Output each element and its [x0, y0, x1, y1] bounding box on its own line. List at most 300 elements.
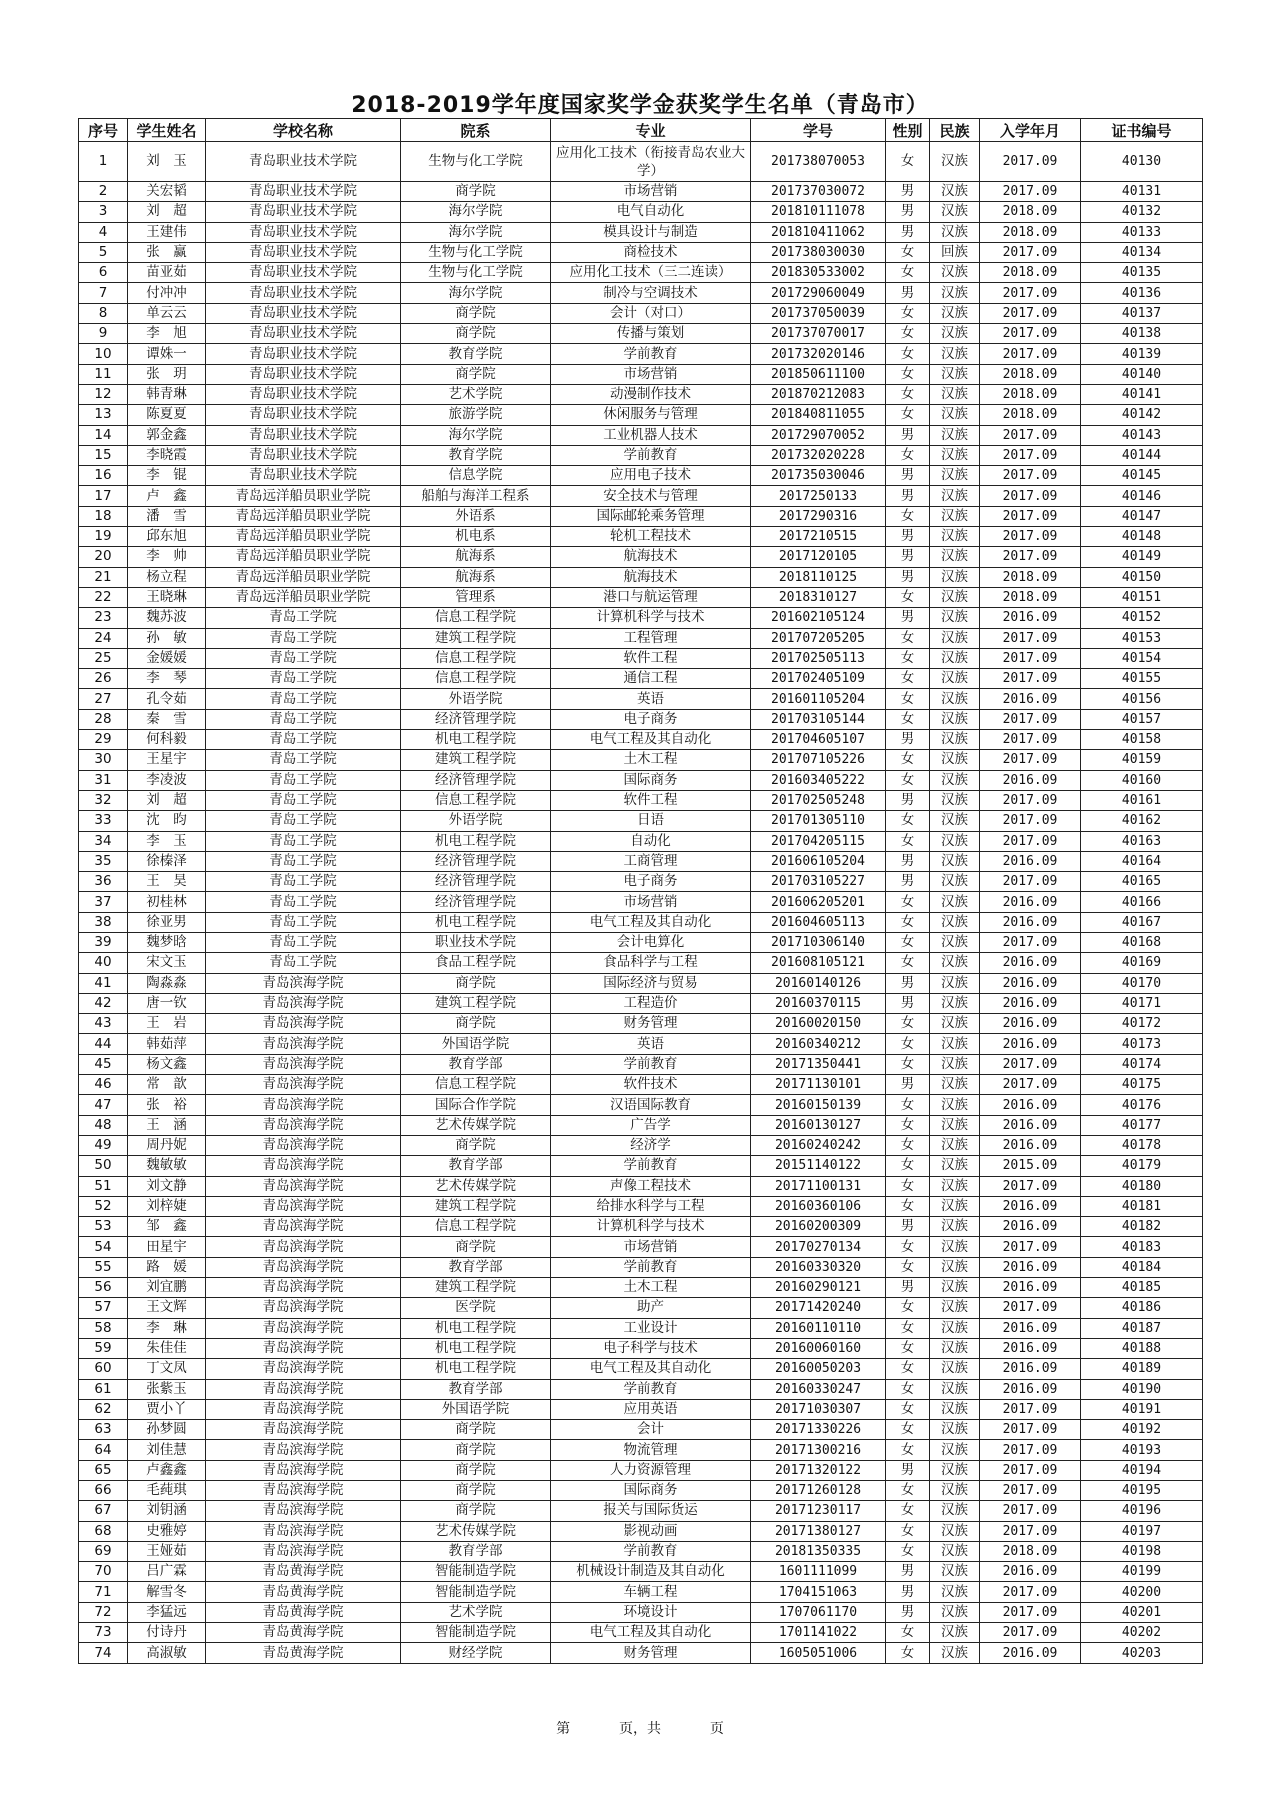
cell-department: 海尔学院: [401, 283, 551, 303]
cell-ethnicity: 汉族: [930, 790, 980, 810]
cell-enrollment: 2017.09: [980, 527, 1081, 547]
cell-student-name: 李凌波: [128, 770, 206, 790]
cell-student-name: 李 帅: [128, 547, 206, 567]
cell-enrollment: 2017.09: [980, 303, 1081, 323]
cell-school: 青岛黄海学院: [206, 1582, 401, 1602]
cell-major: 软件工程: [551, 790, 751, 810]
cell-certificate-no: 40196: [1081, 1501, 1203, 1521]
cell-gender: 男: [886, 182, 930, 202]
cell-ethnicity: 汉族: [930, 1643, 980, 1663]
cell-certificate-no: 40160: [1081, 770, 1203, 790]
cell-student-id: 201702505113: [751, 648, 886, 668]
cell-certificate-no: 40148: [1081, 527, 1203, 547]
cell-seq: 7: [79, 283, 128, 303]
cell-certificate-no: 40181: [1081, 1196, 1203, 1216]
cell-school: 青岛滨海学院: [206, 1176, 401, 1196]
cell-enrollment: 2017.09: [980, 486, 1081, 506]
cell-certificate-no: 40189: [1081, 1359, 1203, 1379]
table-row: [79, 709, 1203, 729]
cell-enrollment: 2016.09: [980, 1095, 1081, 1115]
cell-ethnicity: 汉族: [930, 1338, 980, 1358]
cell-student-id: 2018110125: [751, 567, 886, 587]
cell-gender: 女: [886, 648, 930, 668]
cell-department: 建筑工程学院: [401, 993, 551, 1013]
cell-student-name: 高淑敏: [128, 1643, 206, 1663]
cell-ethnicity: 汉族: [930, 1257, 980, 1277]
cell-certificate-no: 40144: [1081, 445, 1203, 465]
cell-seq: 23: [79, 608, 128, 628]
cell-ethnicity: 汉族: [930, 547, 980, 567]
cell-seq: 59: [79, 1338, 128, 1358]
cell-major: 人力资源管理: [551, 1460, 751, 1480]
cell-ethnicity: 汉族: [930, 709, 980, 729]
cell-major: 学前教育: [551, 1541, 751, 1561]
cell-student-id: 201608105121: [751, 953, 886, 973]
cell-enrollment: 2016.09: [980, 1278, 1081, 1298]
cell-enrollment: 2016.09: [980, 1359, 1081, 1379]
cell-ethnicity: 汉族: [930, 1054, 980, 1074]
cell-major: 计算机科学与技术: [551, 608, 751, 628]
cell-student-name: 解雪冬: [128, 1582, 206, 1602]
footer-page-mid: 页，共: [619, 1721, 661, 1737]
cell-student-name: 秦 雪: [128, 709, 206, 729]
cell-gender: 男: [886, 486, 930, 506]
cell-school: 青岛职业技术学院: [206, 142, 401, 182]
table-row: [79, 1481, 1203, 1501]
cell-gender: 男: [886, 283, 930, 303]
cell-student-name: 宋文玉: [128, 953, 206, 973]
cell-department: 海尔学院: [401, 202, 551, 222]
cell-certificate-no: 40163: [1081, 831, 1203, 851]
cell-department: 建筑工程学院: [401, 1278, 551, 1298]
table-row: [79, 1582, 1203, 1602]
table-row: [79, 993, 1203, 1013]
table-row: [79, 1643, 1203, 1663]
cell-student-id: 201729070052: [751, 425, 886, 445]
cell-school: 青岛工学院: [206, 770, 401, 790]
cell-school: 青岛滨海学院: [206, 973, 401, 993]
header-seq: 序号: [79, 119, 128, 142]
cell-enrollment: 2017.09: [980, 628, 1081, 648]
cell-major: 学前教育: [551, 1156, 751, 1176]
table-row: [79, 222, 1203, 242]
table-row: [79, 1318, 1203, 1338]
cell-certificate-no: 40184: [1081, 1257, 1203, 1277]
table-row: [79, 608, 1203, 628]
table-row: [79, 364, 1203, 384]
cell-seq: 63: [79, 1420, 128, 1440]
cell-enrollment: 2018.09: [980, 1541, 1081, 1561]
cell-major: 汉语国际教育: [551, 1095, 751, 1115]
cell-student-id: 201737030072: [751, 182, 886, 202]
header-certificate-no: 证书编号: [1081, 119, 1203, 142]
cell-student-id: 20171030307: [751, 1399, 886, 1419]
table-row: [79, 1075, 1203, 1095]
page-footer: [0, 1718, 1280, 1738]
cell-enrollment: 2018.09: [980, 405, 1081, 425]
cell-certificate-no: 40157: [1081, 709, 1203, 729]
cell-seq: 72: [79, 1602, 128, 1622]
cell-ethnicity: 汉族: [930, 1440, 980, 1460]
cell-school: 青岛滨海学院: [206, 1034, 401, 1054]
table-row: [79, 912, 1203, 932]
cell-enrollment: 2017.09: [980, 324, 1081, 344]
cell-student-id: 20171300216: [751, 1440, 886, 1460]
cell-enrollment: 2017.09: [980, 142, 1081, 182]
cell-seq: 24: [79, 628, 128, 648]
cell-gender: 女: [886, 1420, 930, 1440]
cell-seq: 66: [79, 1481, 128, 1501]
cell-department: 建筑工程学院: [401, 750, 551, 770]
cell-seq: 9: [79, 324, 128, 344]
cell-enrollment: 2016.09: [980, 912, 1081, 932]
cell-certificate-no: 40177: [1081, 1115, 1203, 1135]
cell-enrollment: 2016.09: [980, 608, 1081, 628]
cell-certificate-no: 40155: [1081, 669, 1203, 689]
cell-school: 青岛滨海学院: [206, 1054, 401, 1074]
cell-seq: 50: [79, 1156, 128, 1176]
cell-certificate-no: 40132: [1081, 202, 1203, 222]
cell-student-id: 20160020150: [751, 1014, 886, 1034]
cell-student-id: 20160340212: [751, 1034, 886, 1054]
cell-student-name: 刘梓婕: [128, 1196, 206, 1216]
cell-certificate-no: 40150: [1081, 567, 1203, 587]
cell-student-id: 20171350441: [751, 1054, 886, 1074]
table-row: [79, 1156, 1203, 1176]
cell-gender: 女: [886, 1379, 930, 1399]
cell-seq: 25: [79, 648, 128, 668]
cell-seq: 27: [79, 689, 128, 709]
cell-student-name: 王娅茹: [128, 1541, 206, 1561]
cell-department: 职业技术学院: [401, 932, 551, 952]
cell-student-name: 卢 鑫: [128, 486, 206, 506]
cell-ethnicity: 汉族: [930, 1541, 980, 1561]
cell-department: 船舶与海洋工程系: [401, 486, 551, 506]
cell-enrollment: 2017.09: [980, 1582, 1081, 1602]
cell-gender: 女: [886, 669, 930, 689]
cell-student-id: 20160330247: [751, 1379, 886, 1399]
cell-ethnicity: 汉族: [930, 1602, 980, 1622]
cell-student-name: 王建伟: [128, 222, 206, 242]
cell-student-id: 201732020146: [751, 344, 886, 364]
table-row: [79, 1298, 1203, 1318]
cell-school: 青岛远洋船员职业学院: [206, 547, 401, 567]
cell-enrollment: 2017.09: [980, 1521, 1081, 1541]
cell-seq: 58: [79, 1318, 128, 1338]
cell-seq: 3: [79, 202, 128, 222]
cell-student-name: 路 媛: [128, 1257, 206, 1277]
cell-certificate-no: 40151: [1081, 587, 1203, 607]
cell-ethnicity: 汉族: [930, 892, 980, 912]
cell-student-id: 20171330226: [751, 1420, 886, 1440]
cell-certificate-no: 40149: [1081, 547, 1203, 567]
cell-student-name: 韩茹萍: [128, 1034, 206, 1054]
cell-department: 机电系: [401, 527, 551, 547]
cell-student-id: 20160110110: [751, 1318, 886, 1338]
cell-seq: 46: [79, 1075, 128, 1095]
cell-certificate-no: 40135: [1081, 263, 1203, 283]
cell-school: 青岛职业技术学院: [206, 445, 401, 465]
cell-enrollment: 2016.09: [980, 1115, 1081, 1135]
cell-gender: 女: [886, 1359, 930, 1379]
cell-ethnicity: 汉族: [930, 303, 980, 323]
cell-student-id: 20160060160: [751, 1338, 886, 1358]
cell-seq: 34: [79, 831, 128, 851]
table-row: [79, 1095, 1203, 1115]
table-row: [79, 1420, 1203, 1440]
cell-student-name: 李 琴: [128, 669, 206, 689]
cell-major: 电气工程及其自动化: [551, 912, 751, 932]
cell-gender: 女: [886, 689, 930, 709]
cell-student-id: 201735030046: [751, 466, 886, 486]
cell-student-id: 201870212083: [751, 384, 886, 404]
cell-student-name: 王 岩: [128, 1014, 206, 1034]
cell-school: 青岛滨海学院: [206, 1115, 401, 1135]
cell-student-name: 韩青琳: [128, 384, 206, 404]
cell-major: 英语: [551, 689, 751, 709]
cell-student-name: 杨文鑫: [128, 1054, 206, 1074]
cell-student-name: 王 涵: [128, 1115, 206, 1135]
cell-certificate-no: 40173: [1081, 1034, 1203, 1054]
cell-seq: 69: [79, 1541, 128, 1561]
cell-certificate-no: 40178: [1081, 1135, 1203, 1155]
cell-student-id: 20171260128: [751, 1481, 886, 1501]
cell-department: 外语学院: [401, 689, 551, 709]
cell-student-name: 贾小丫: [128, 1399, 206, 1419]
cell-enrollment: 2016.09: [980, 851, 1081, 871]
cell-department: 商学院: [401, 1481, 551, 1501]
table-row: [79, 648, 1203, 668]
cell-student-id: 201710306140: [751, 932, 886, 952]
cell-school: 青岛职业技术学院: [206, 222, 401, 242]
header-school: 学校名称: [206, 119, 401, 142]
cell-major: 物流管理: [551, 1440, 751, 1460]
cell-seq: 4: [79, 222, 128, 242]
header-student-name: 学生姓名: [128, 119, 206, 142]
cell-department: 信息工程学院: [401, 608, 551, 628]
cell-enrollment: 2017.09: [980, 790, 1081, 810]
cell-certificate-no: 40159: [1081, 750, 1203, 770]
cell-student-id: 201850611100: [751, 364, 886, 384]
cell-gender: 男: [886, 527, 930, 547]
cell-certificate-no: 40162: [1081, 811, 1203, 831]
cell-enrollment: 2017.09: [980, 730, 1081, 750]
cell-student-id: 20160140126: [751, 973, 886, 993]
cell-enrollment: 2016.09: [980, 1257, 1081, 1277]
cell-seq: 15: [79, 445, 128, 465]
cell-enrollment: 2016.09: [980, 1217, 1081, 1237]
cell-certificate-no: 40168: [1081, 932, 1203, 952]
cell-major: 学前教育: [551, 1379, 751, 1399]
cell-department: 商学院: [401, 1460, 551, 1480]
cell-department: 旅游学院: [401, 405, 551, 425]
cell-school: 青岛滨海学院: [206, 1298, 401, 1318]
cell-school: 青岛工学院: [206, 628, 401, 648]
cell-school: 青岛滨海学院: [206, 1440, 401, 1460]
cell-school: 青岛滨海学院: [206, 1481, 401, 1501]
cell-enrollment: 2017.09: [980, 811, 1081, 831]
cell-ethnicity: 汉族: [930, 324, 980, 344]
cell-ethnicity: 汉族: [930, 1034, 980, 1054]
cell-ethnicity: 汉族: [930, 1298, 980, 1318]
cell-department: 商学院: [401, 324, 551, 344]
cell-student-id: 201707105226: [751, 750, 886, 770]
cell-certificate-no: 40153: [1081, 628, 1203, 648]
cell-student-name: 陈夏夏: [128, 405, 206, 425]
cell-student-name: 张 玥: [128, 364, 206, 384]
cell-school: 青岛工学院: [206, 872, 401, 892]
cell-school: 青岛职业技术学院: [206, 344, 401, 364]
cell-seq: 37: [79, 892, 128, 912]
table-row: [79, 425, 1203, 445]
cell-enrollment: 2018.09: [980, 263, 1081, 283]
cell-seq: 13: [79, 405, 128, 425]
table-row: [79, 750, 1203, 770]
cell-major: 工商管理: [551, 851, 751, 871]
cell-student-name: 李猛远: [128, 1602, 206, 1622]
cell-ethnicity: 汉族: [930, 953, 980, 973]
cell-student-name: 李 玉: [128, 831, 206, 851]
cell-enrollment: 2017.09: [980, 1623, 1081, 1643]
cell-enrollment: 2017.09: [980, 283, 1081, 303]
cell-certificate-no: 40197: [1081, 1521, 1203, 1541]
cell-student-name: 郭金鑫: [128, 425, 206, 445]
cell-student-name: 潘 雪: [128, 506, 206, 526]
cell-major: 学前教育: [551, 1054, 751, 1074]
cell-seq: 32: [79, 790, 128, 810]
cell-department: 商学院: [401, 1501, 551, 1521]
footer-page-label: 第: [556, 1721, 571, 1737]
cell-department: 商学院: [401, 364, 551, 384]
cell-gender: 女: [886, 1014, 930, 1034]
cell-major: 应用电子技术: [551, 466, 751, 486]
cell-seq: 52: [79, 1196, 128, 1216]
cell-department: 信息工程学院: [401, 669, 551, 689]
cell-student-id: 201603405222: [751, 770, 886, 790]
cell-department: 信息学院: [401, 466, 551, 486]
cell-student-id: 2017120105: [751, 547, 886, 567]
cell-student-id: 20160370115: [751, 993, 886, 1013]
cell-student-id: 201602105124: [751, 608, 886, 628]
cell-department: 艺术传媒学院: [401, 1176, 551, 1196]
cell-school: 青岛黄海学院: [206, 1623, 401, 1643]
cell-certificate-no: 40130: [1081, 142, 1203, 182]
cell-student-name: 邹 鑫: [128, 1217, 206, 1237]
cell-school: 青岛滨海学院: [206, 993, 401, 1013]
cell-ethnicity: 汉族: [930, 851, 980, 871]
cell-ethnicity: 汉族: [930, 1135, 980, 1155]
cell-certificate-no: 40141: [1081, 384, 1203, 404]
cell-major: 应用英语: [551, 1399, 751, 1419]
cell-ethnicity: 汉族: [930, 1196, 980, 1216]
cell-seq: 28: [79, 709, 128, 729]
cell-student-name: 刘 超: [128, 790, 206, 810]
cell-major: 给排水科学与工程: [551, 1196, 751, 1216]
cell-gender: 女: [886, 587, 930, 607]
cell-department: 商学院: [401, 1237, 551, 1257]
cell-gender: 女: [886, 1623, 930, 1643]
cell-enrollment: 2016.09: [980, 1318, 1081, 1338]
table-row: [79, 1359, 1203, 1379]
cell-major: 工程管理: [551, 628, 751, 648]
cell-seq: 14: [79, 425, 128, 445]
cell-ethnicity: 汉族: [930, 1501, 980, 1521]
cell-gender: 女: [886, 1156, 930, 1176]
cell-department: 机电工程学院: [401, 912, 551, 932]
cell-certificate-no: 40139: [1081, 344, 1203, 364]
cell-gender: 女: [886, 1135, 930, 1155]
cell-certificate-no: 40201: [1081, 1602, 1203, 1622]
cell-department: 建筑工程学院: [401, 1196, 551, 1216]
cell-ethnicity: 汉族: [930, 831, 980, 851]
cell-student-id: 201830533002: [751, 263, 886, 283]
cell-enrollment: 2017.09: [980, 425, 1081, 445]
cell-gender: 男: [886, 1075, 930, 1095]
cell-student-name: 谭姝一: [128, 344, 206, 364]
cell-major: 国际邮轮乘务管理: [551, 506, 751, 526]
cell-enrollment: 2017.09: [980, 506, 1081, 526]
table-row: [79, 466, 1203, 486]
cell-enrollment: 2016.09: [980, 1034, 1081, 1054]
cell-department: 商学院: [401, 1135, 551, 1155]
cell-student-name: 金媛媛: [128, 648, 206, 668]
cell-ethnicity: 汉族: [930, 344, 980, 364]
cell-major: 英语: [551, 1034, 751, 1054]
cell-major: 财务管理: [551, 1014, 751, 1034]
cell-school: 青岛滨海学院: [206, 1196, 401, 1216]
cell-school: 青岛职业技术学院: [206, 324, 401, 344]
cell-ethnicity: 汉族: [930, 1156, 980, 1176]
cell-school: 青岛远洋船员职业学院: [206, 567, 401, 587]
cell-gender: 女: [886, 709, 930, 729]
cell-student-id: 2017250133: [751, 486, 886, 506]
cell-student-name: 苗亚茹: [128, 263, 206, 283]
cell-major: 会计: [551, 1420, 751, 1440]
cell-student-id: 201810111078: [751, 202, 886, 222]
cell-school: 青岛滨海学院: [206, 1257, 401, 1277]
table-row: [79, 506, 1203, 526]
cell-student-id: 20171230117: [751, 1501, 886, 1521]
cell-seq: 36: [79, 872, 128, 892]
cell-department: 外语学院: [401, 811, 551, 831]
cell-school: 青岛滨海学院: [206, 1278, 401, 1298]
cell-major: 航海技术: [551, 547, 751, 567]
cell-seq: 39: [79, 932, 128, 952]
cell-enrollment: 2017.09: [980, 242, 1081, 262]
table-row: [79, 1562, 1203, 1582]
cell-seq: 60: [79, 1359, 128, 1379]
table-row: [79, 1115, 1203, 1135]
cell-ethnicity: 汉族: [930, 567, 980, 587]
cell-ethnicity: 汉族: [930, 1014, 980, 1034]
cell-department: 经济管理学院: [401, 892, 551, 912]
cell-gender: 女: [886, 1541, 930, 1561]
cell-department: 管理系: [401, 587, 551, 607]
table-header-row: [79, 119, 1203, 142]
cell-ethnicity: 汉族: [930, 1562, 980, 1582]
cell-major: 会计电算化: [551, 932, 751, 952]
cell-department: 航海系: [401, 547, 551, 567]
cell-seq: 49: [79, 1135, 128, 1155]
cell-enrollment: 2016.09: [980, 1643, 1081, 1663]
cell-enrollment: 2016.09: [980, 1562, 1081, 1582]
cell-school: 青岛工学院: [206, 953, 401, 973]
cell-student-id: 20160150139: [751, 1095, 886, 1115]
cell-enrollment: 2017.09: [980, 466, 1081, 486]
table-row: [79, 953, 1203, 973]
cell-major: 工业设计: [551, 1318, 751, 1338]
cell-department: 机电工程学院: [401, 1359, 551, 1379]
